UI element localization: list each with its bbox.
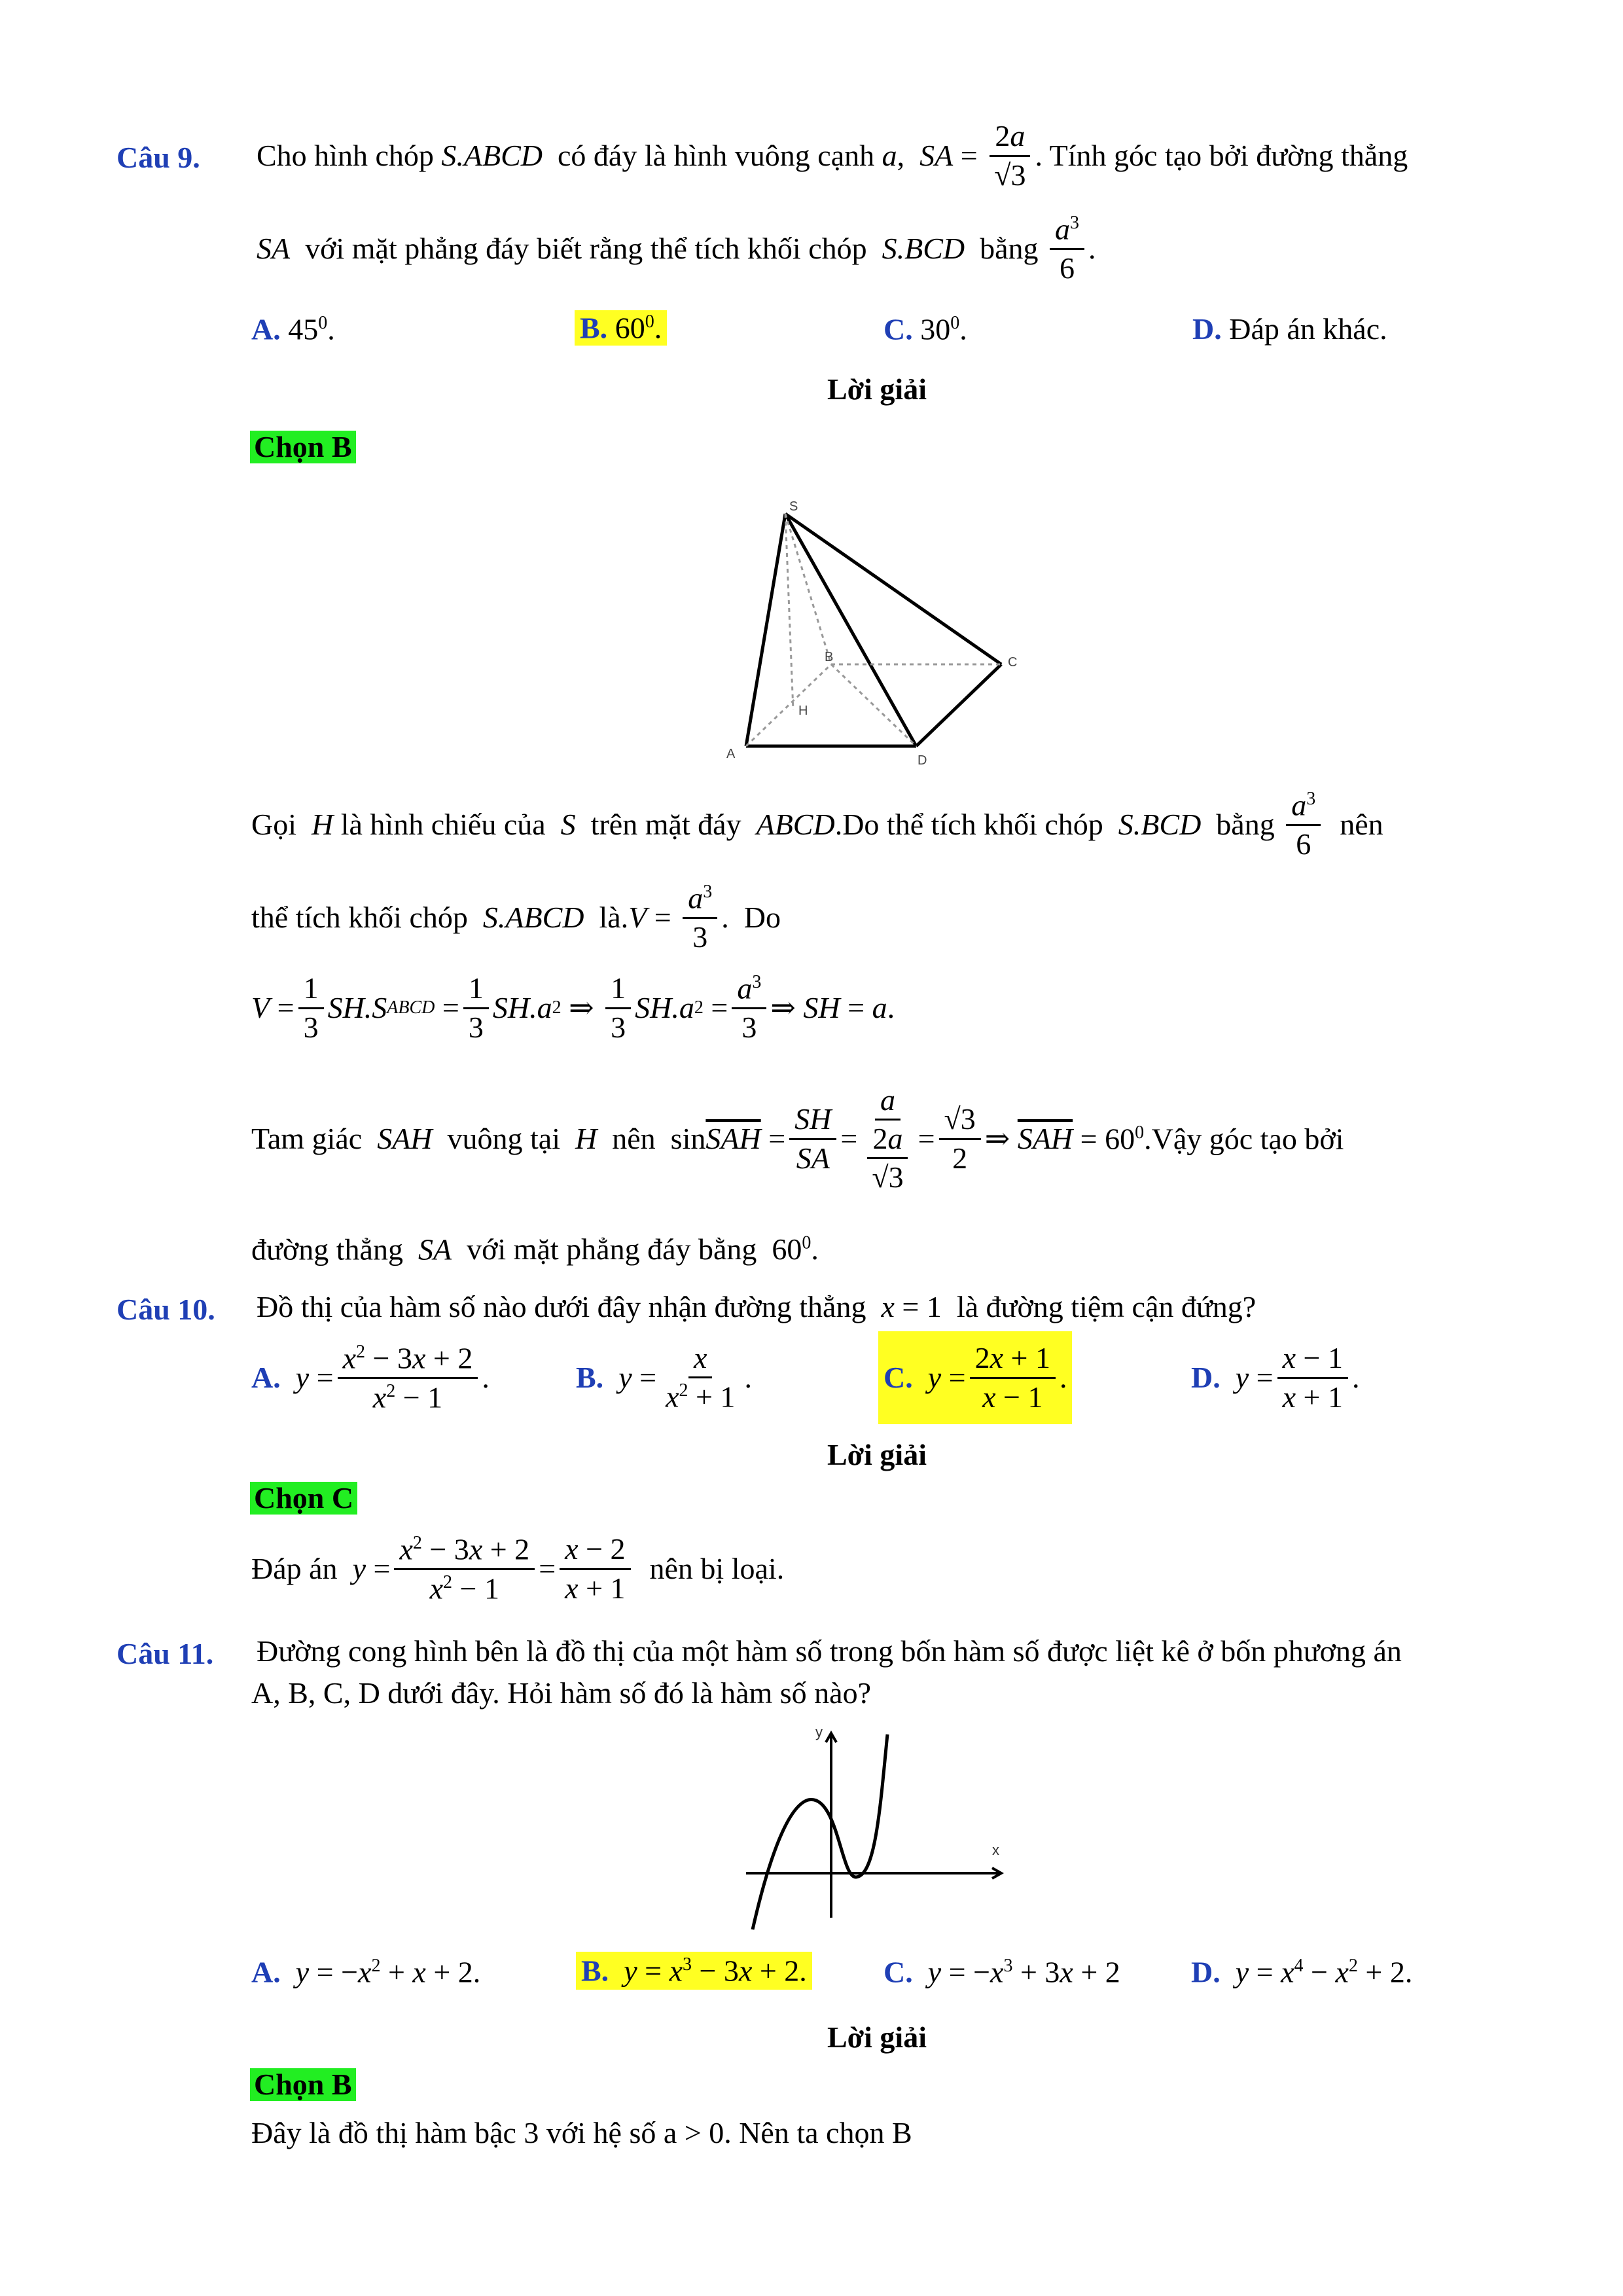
question-10-solution: Đáp án y = $\frac{x^2 - 3x + 2}{x^2 - 1}$ = $\frac{x - 2}{x + 1}$ nên bị loại. [251,1532,785,1605]
pyramid-figure [726,497,1027,772]
question-10-option-c[interactable]: C. y = $\frac{2x + 1}{x - 1}$ . [878,1331,1072,1424]
question-9-label: Câu 9. [116,141,200,174]
label-a: A [726,747,736,761]
question-9-solution-line1: Gọi H là hình chiếu của S trên mặt đáy ABCD .Do thể tích khối chóp S.BCD bằng $\frac{a^3}{6}$ nên [251,788,1383,861]
question-11-stem-line2: A, B, C, D dưới đây. Hỏi hàm số đó là hàm số nào? [251,1676,871,1710]
question-9-option-a[interactable]: A. $45^0$. [251,312,335,346]
question-10-option-a[interactable]: A. y = $\frac{x^2 - 3x + 2}{x^2 - 1}$ . [251,1341,490,1414]
question-10-choice: Chọn C [250,1482,357,1515]
question-9-option-b[interactable]: B. $60^0$. [575,310,667,346]
question-9-stem-line1: Cho hình chóp S.ABCD có đáy là hình vuông cạnh a , SA = $\frac{2a}{√3}$ . Tính góc tạo bởi đường thẳng [257,119,1408,192]
question-10-option-d[interactable]: D. y = $\frac{x - 1}{x + 1}$ . [1191,1341,1360,1414]
question-11-solution: Đây là đồ thị hàm bậc 3 với hệ số a > 0. Nên ta chọn B [251,2116,912,2149]
question-11-option-d[interactable]: D. $y = x^4 - x^2 + 2$. [1191,1955,1413,1989]
label-d: D [918,753,927,768]
question-11-option-a[interactable]: A. $y = -x^2 + x + 2$. [251,1955,481,1989]
question-10-option-b[interactable]: B. y = $\frac{x}{x^2 + 1}$ . [576,1341,752,1414]
question-9-solution-line4: Tam giác SAH vuông tại H nên sin $\overline{SAH}$ = $\frac{SH}{SA}$ = $\frac{a}{\frac{2a}{√3}}$ = $\frac{√3}{2}$ ⇒ $\overline{SAH}$ = $60^0.Vậy$ góc tạo bởi [251,1083,1344,1194]
question-11-option-c[interactable]: C. $y = -x^3 + 3x + 2$ [883,1955,1120,1989]
label-c: C [1008,655,1018,670]
question-9-option-d[interactable]: D. Đáp án khác. [1192,312,1387,346]
label-h: H [798,704,808,718]
question-11-solution-title: Lời giải [827,2020,927,2054]
question-11-option-b[interactable]: B. $y = x^3 - 3x + 2$. [576,1952,812,1990]
cubic-curve [753,1734,887,1929]
question-9-option-c[interactable]: C. $30^0$. [883,312,967,346]
question-11-choice: Chọn B [250,2068,356,2101]
question-9-solution-line2: thể tích khối chóp S.ABCD là. V = $\frac{a^3}{3}$ . Do [251,881,781,954]
question-9-solution-title: Lời giải [827,372,927,406]
cubic-graph [740,1721,1014,1931]
x-axis-label: x [992,1842,999,1858]
y-axis-label: y [815,1724,823,1740]
question-9-stem-line2: SA với mặt phẳng đáy biết rằng thể tích khối chóp S.BCD bằng $\frac{a^3}{6}$ . [257,212,1096,285]
label-b: B [825,650,834,664]
question-9-solution-line3: V = $\frac{1}{3}$ SH.S ABCD = $\frac{1}{3}$ SH.a 2 ⇒ $\frac{1}{3}$ SH.a 2 = $\frac{a^3}{3}$ ⇒ SH = a . [251,971,895,1044]
question-10-label: Câu 10. [116,1293,215,1326]
question-11-label: Câu 11. [116,1637,214,1670]
question-10-stem: Đồ thị của hàm số nào dưới đây nhận đường thẳng x = 1 là đường tiệm cận đứng? [257,1290,1257,1323]
question-11-stem-line1: Đường cong hình bên là đồ thị của một hàm số trong bốn hàm số được liệt kê ở bốn phương án [257,1634,1402,1668]
question-9-choice: Chọn B [250,431,356,463]
question-9-solution-line5: đường thẳng SA với mặt phẳng đáy bằng $60^0$. [251,1232,819,1266]
question-10-solution-title: Lời giải [827,1438,927,1471]
label-s: S [789,499,798,514]
